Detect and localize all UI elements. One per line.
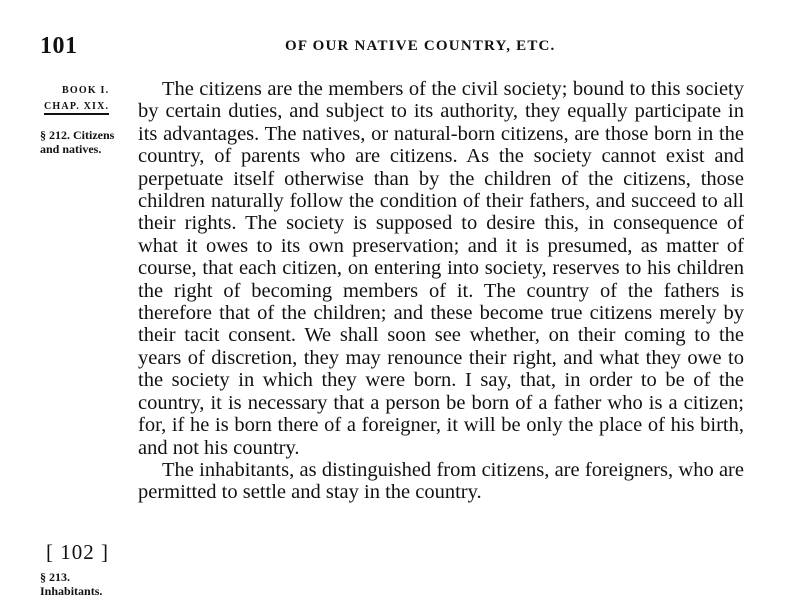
paragraph-inhabitants: The inhabitants, as distinguished from citizens, are foreigners, who are permitted to settle and stay in the country. — [138, 458, 744, 504]
margin-chapter-label: CHAP. XIX. — [44, 101, 109, 115]
running-title: OF OUR NATIVE COUNTRY, ETC. — [285, 38, 556, 54]
margin-note-section-213: § 213. Inhabitants. — [40, 570, 103, 598]
body-text — [138, 78, 744, 504]
paragraph-citizens: The citizens are the members of the civil society; bound to this society by certain duties, and subject to its authority, they equally participate in its advantages. The natives, or natural-born citizens, are those born in the country, of parents who are citizens. As the society cannot exist and perpetuate itself otherwise than by the children of the citizens, those children naturally follow the condition of their fathers, and succeed to all their rights. The society is supposed to desire this, in consequence of what it owes to its own preservation; and it is presumed, as matter of course, that each citizen, on entering into society, reserves to his children the right of becoming members of it. The country of the fathers is therefore that of the children; and these become true citizens merely by their tacit consent. We shall soon see whether, on their coming to the years of discretion, they may renounce their right, and what they owe to the society in which they were born. I say, that, in order to be of the country, it is necessary that a person be born of a father who is a citizen; for, if he is born there of a foreigner, it will be only the place of his birth, and not his country. — [138, 78, 744, 459]
margin-note-section-212: § 212. Citizens and natives. — [40, 128, 115, 156]
margin-book-label: BOOK I. — [62, 85, 110, 96]
margin-page-reference: [ 102 ] — [46, 540, 109, 564]
page-number: 101 — [40, 33, 78, 59]
